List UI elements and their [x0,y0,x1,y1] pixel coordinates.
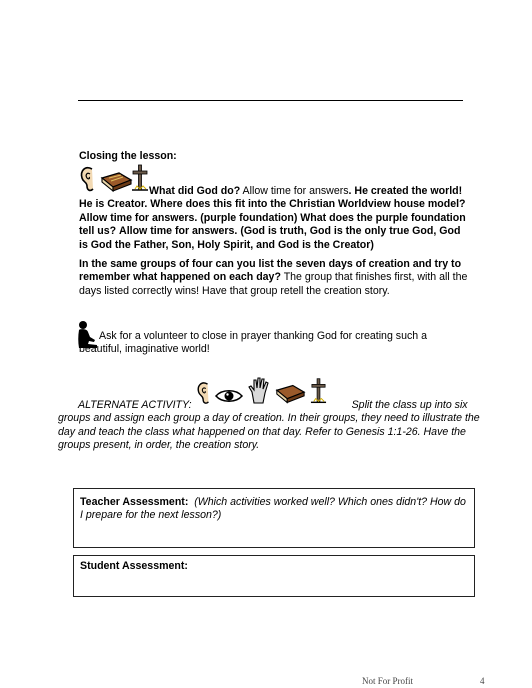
page-number: 4 [480,676,485,686]
top-divider [78,100,463,101]
q1-dot: . [348,185,355,197]
closing-paragraph-2 [79,258,471,298]
closing-paragraph-1 [79,185,471,252]
p2-rest: The group that finishes first, with all the days listed correctly wins! Have that group retell the creation story. [79,271,468,297]
prayer-text: Ask for a volunteer to close in prayer thanking God for creating such a beautiful, imaginative world! [79,330,427,356]
footer-text: Not For Profit [362,676,414,686]
p1-bold-a: He created the world! He is Creator. Where does this fit into the Christian Worldview house model? Allow time for answers. (purple foundation) What does the purple foundation tell us? [79,185,466,238]
alternate-paragraph [58,399,488,453]
alternate-label: ALTERNATE ACTIVITY: [78,399,192,411]
p2-bold: In the same groups of four can you list the seven days of creation and try to remember what happened on each day? [79,258,462,284]
q1-text: What did God do? [149,185,241,197]
student-assessment-box [73,555,475,597]
p1-bold-b: Allow time for answers. (God is truth, God is the only true God, God is God the Father, Son, Holy Spirit, and God is the Creator) [79,225,461,251]
alternate-text: Split the class up into six groups and assign each group a day of creation. In their groups, they need to illustrate the day and teach the class what happened on that day. Refer to Genesis 1:1-26. Have the groups present, in order, the creation story. [58,399,480,452]
teacher-assessment-label: Teacher Assessment: [80,496,189,508]
closing-heading: Closing the lesson: [79,150,177,162]
teacher-assessment-prompt: (Which activities worked well? Which ones didn't? How do I prepare for the next lesson?) [80,496,466,522]
prayer-paragraph [79,330,471,357]
student-assessment-label: Student Assessment: [80,560,188,572]
teacher-assessment-box [73,488,475,548]
q1-rest: Allow time for answers [240,185,349,197]
teacher-assessment-text [74,489,474,530]
